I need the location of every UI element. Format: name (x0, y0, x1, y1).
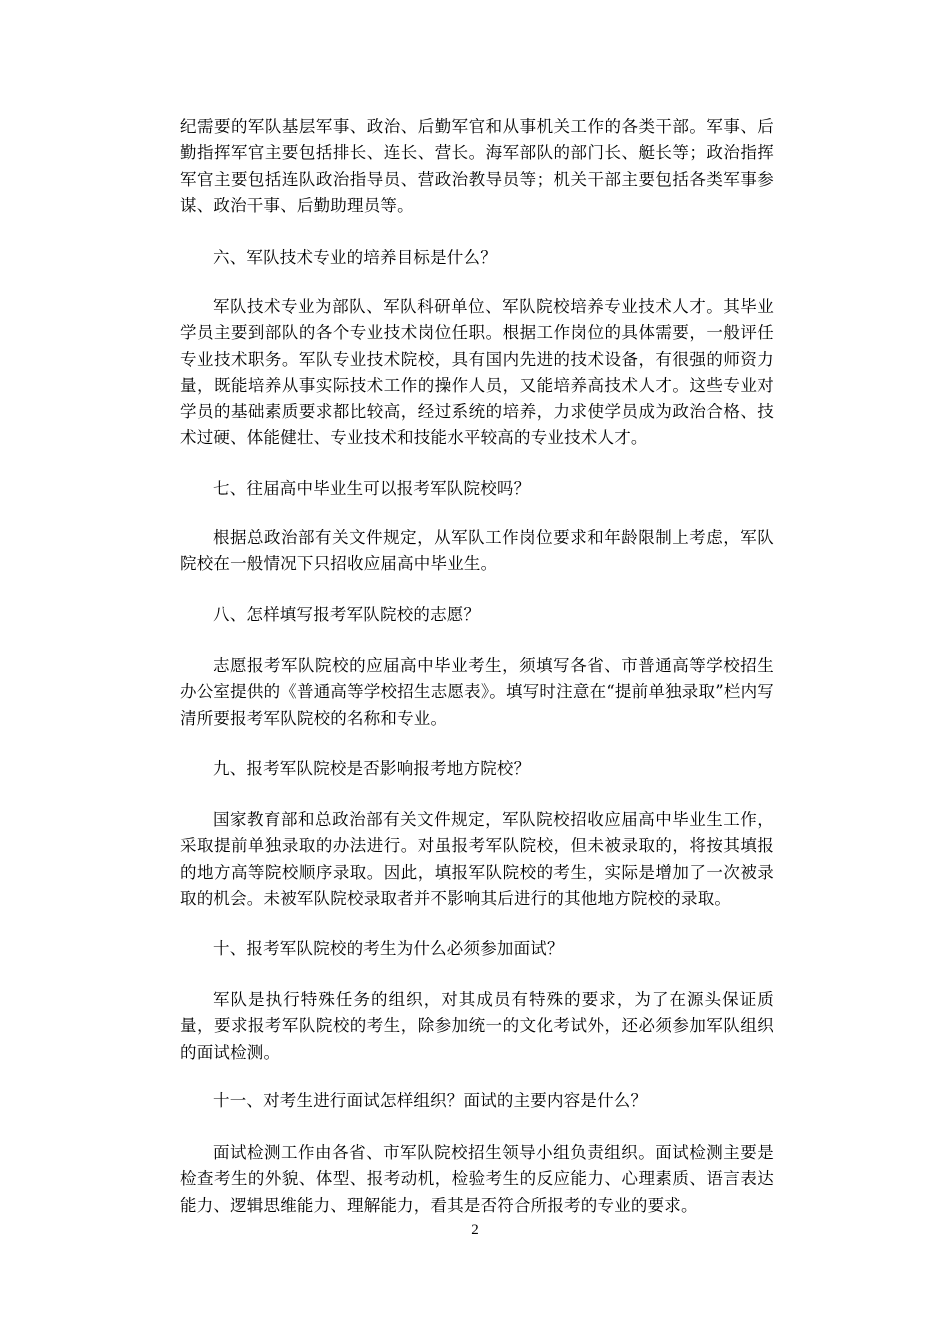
question-heading-9 (180, 756, 774, 782)
paragraph-text: 军队技术专业为部队、军队科研单位、军队院校培养专业技术人才。其毕业学员主要到部队的各个专业技术岗位任职。根据工作岗位的具体需要，一般评任专业技术职务。军队专业技术院校，具有国内先进的技术设备，有很强的师资力量，既能培养从事实际技术工作的操作人员，又能培养高技术人才。这些专业对学员的基础素质要求都比较高，经过系统的培养，力求使学员成为政治合格、技术过硬、体能健壮、专业技术和技能水平较高的专业技术人才。 (180, 297, 774, 448)
answer-paragraph-7 (180, 525, 774, 578)
heading-text: 九、报考军队院校是否影响报考地方院校？ (213, 759, 531, 778)
answer-paragraph-10 (180, 987, 774, 1066)
page-number: 2 (471, 1222, 479, 1238)
paragraph-continuation (180, 114, 774, 219)
paragraph-text: 纪需要的军队基层军事、政治、后勤军官和从事机关工作的各类干部。军事、后勤指挥军官主要包括排长、连长、营长。海军部队的部门长、艇长等；政治指挥军官主要包括连队政治指导员、营政治教导员等；机关干部主要包括各类军事参谋、政治干事、后勤助理员等。 (180, 117, 774, 215)
heading-text: 六、军队技术专业的培养目标是什么？ (213, 248, 497, 267)
question-heading-8 (180, 602, 774, 628)
question-heading-11 (180, 1088, 774, 1114)
answer-paragraph-8 (180, 653, 774, 732)
answer-paragraph-9 (180, 807, 774, 912)
question-heading-6 (180, 245, 774, 271)
heading-text: 十一、对考生进行面试怎样组织？面试的主要内容是什么？ (213, 1091, 648, 1110)
paragraph-text: 军队是执行特殊任务的组织，对其成员有特殊的要求，为了在源头保证质量，要求报考军队院校的考生，除参加统一的文化考试外，还必须参加军队组织的面试检测。 (180, 990, 774, 1062)
question-heading-10 (180, 936, 774, 962)
answer-paragraph-11 (180, 1140, 774, 1219)
question-heading-7 (180, 476, 774, 502)
paragraph-text: 面试检测工作由各省、市军队院校招生领导小组负责组织。面试检测主要是检查考生的外貌、体型、报考动机，检验考生的反应能力、心理素质、语言表达能力、逻辑思维能力、理解能力，看其是否符合所报考的专业的要求。 (180, 1143, 774, 1215)
heading-text: 十、报考军队院校的考生为什么必须参加面试？ (213, 939, 564, 958)
heading-text: 七、往届高中毕业生可以报考军队院校吗？ (213, 479, 531, 498)
paragraph-text: 志愿报考军队院校的应届高中毕业考生，须填写各省、市普通高等学校招生办公室提供的《普通高等学校招生志愿表》。填写时注意在“提前单独录取”栏内写清所要报考军队院校的名称和专业。 (180, 656, 774, 728)
paragraph-text: 根据总政治部有关文件规定，从军队工作岗位要求和年龄限制上考虑，军队院校在一般情况下只招收应届高中毕业生。 (180, 528, 774, 574)
answer-paragraph-6 (180, 294, 774, 452)
paragraph-text: 国家教育部和总政治部有关文件规定，军队院校招收应届高中毕业生工作，采取提前单独录取的办法进行。对虽报考军队院校，但未被录取的，将按其填报的地方高等院校顺序录取。因此，填报军队院校的考生，实际是增加了一次被录取的机会。未被军队院校录取者并不影响其后进行的其他地方院校的录取。 (180, 810, 774, 908)
heading-text: 八、怎样填写报考军队院校的志愿？ (213, 605, 481, 624)
